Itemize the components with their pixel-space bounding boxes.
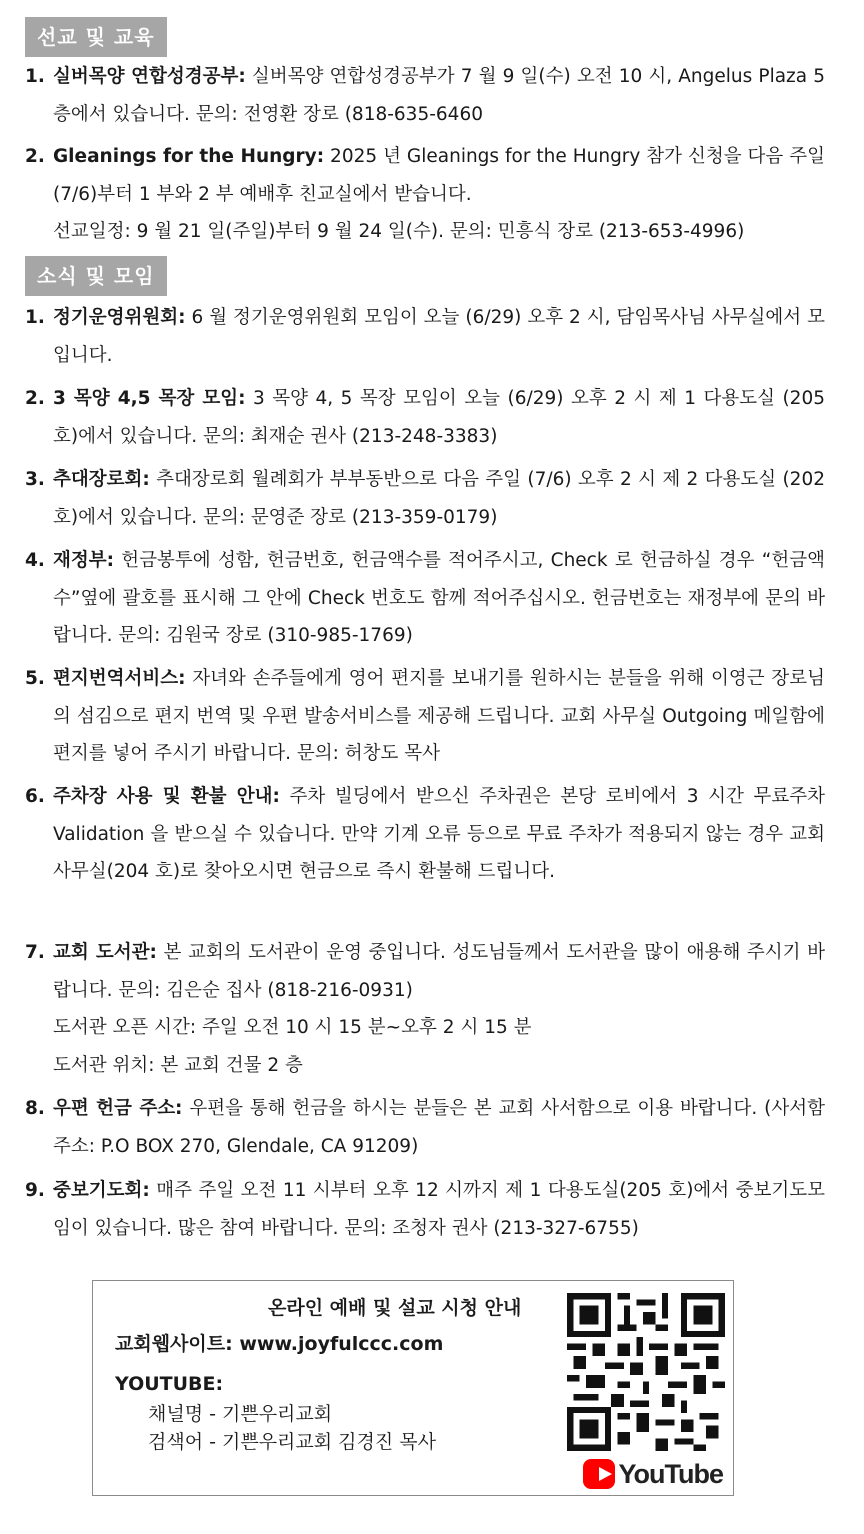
youtube-logo[interactable] (583, 1457, 723, 1491)
item-title: 재정부: (53, 550, 115, 571)
youtube-play-icon (583, 1459, 615, 1489)
list-item (25, 461, 825, 536)
website-link[interactable]: 교회웹사이트: www.joyfulccc.com (115, 1333, 444, 1355)
qr-code-icon[interactable] (567, 1293, 725, 1451)
item-text: 주차 빌딩에서 받으신 주차권은 본당 로비에서 3 시간 무료주차 Validation 을 받으실 수 있습니다. 만약 기계 오류 등으로 무료 주차가 적용되지 않는 경우 교회 사무실(204 호)로 찾아오시면 현금으로 즉시 환불해 드립니다. (53, 786, 825, 882)
list-item (25, 778, 825, 891)
item-number: 7. (25, 942, 45, 963)
section-header-news: 소식 및 모임 (25, 256, 167, 296)
item-text: 본 교회의 도서관이 운영 중입니다. 성도님들께서 도서관을 많이 애용해 주시기 바랍니다. 문의: 김은순 집사 (818-216-0931) (53, 942, 825, 1001)
list-item (25, 1172, 825, 1247)
list-item (25, 380, 825, 455)
item-title: 추대장로회: (53, 469, 150, 490)
item-title: Gleanings for the Hungry: (53, 146, 325, 167)
item-sub-line: 선교일정: 9 월 21 일(주일)부터 9 월 24 일(수). 문의: 민흥식 장로 (213-653-4996) (53, 221, 745, 242)
item-sub-line: 도서관 오픈 시간: 주일 오전 10 시 15 분~오후 2 시 15 분 (53, 1017, 532, 1038)
list-item (25, 934, 825, 1084)
item-text: 자녀와 손주들에게 영어 편지를 보내기를 원하시는 분들을 위해 이영근 장로님의 섬김으로 편지 번역 및 우편 발송서비스를 제공해 드립니다. 교회 사무실 Outgoing 메일함에 편지를 넣어 주시기 바랍니다. 문의: 허창도 목사 (53, 668, 825, 764)
youtube-channel: 채널명 - 기쁜우리교회 (148, 1403, 333, 1425)
item-title: 실버목양 연합성경공부: (53, 66, 246, 87)
item-title: 주차장 사용 및 환불 안내: (53, 786, 280, 807)
youtube-label: YOUTUBE: (115, 1373, 224, 1395)
list-item (25, 542, 825, 655)
item-title: 정기운영위원회: (53, 307, 186, 328)
list-item (25, 660, 825, 773)
item-number: 3. (25, 469, 45, 490)
item-sub-line: 도서관 위치: 본 교회 건물 2 층 (53, 1054, 303, 1076)
item-text: 실버목양 연합성경공부가 7 월 9 일(수) 오전 10 시, Angelus Plaza 5 층에서 있습니다. 문의: 전영환 장로 (818-635-6460 (53, 66, 825, 125)
section-header-mission: 선교 및 교육 (25, 17, 167, 57)
list-item (25, 299, 825, 374)
item-title: 교회 도서관: (53, 942, 157, 963)
item-title: 우편 헌금 주소: (53, 1098, 183, 1119)
item-number: 4. (25, 550, 45, 571)
youtube-search-term: 검색어 - 기쁜우리교회 김경진 목사 (148, 1431, 436, 1453)
list-item (25, 58, 825, 133)
item-number: 1. (25, 307, 45, 328)
item-text: 매주 주일 오전 11 시부터 오후 12 시까지 제 1 다용도실(205 호)에서 중보기도모임이 있습니다. 많은 참여 바랍니다. 문의: 조청자 권사 (213-327-6755) (53, 1180, 825, 1239)
item-number: 8. (25, 1098, 45, 1119)
item-text: 우편을 통해 헌금을 하시는 분들은 본 교회 사서함으로 이용 바랍니다. (사서함 주소: P.O BOX 270, Glendale, CA 91209) (53, 1098, 825, 1157)
item-text: 추대장로회 월례회가 부부동반으로 다음 주일 (7/6) 오후 2 시 제 2 다용도실 (202 호)에서 있습니다. 문의: 문영준 장로 (213-359-0179) (53, 469, 825, 528)
item-text: 3 목양 4, 5 목장 모임이 오늘 (6/29) 오후 2 시 제 1 다용도실 (205 호)에서 있습니다. 문의: 최재순 권사 (213-248-3383) (53, 388, 825, 447)
online-box-title: 온라인 예배 및 설교 시청 안내 (268, 1297, 522, 1319)
item-number: 6. (25, 786, 45, 807)
item-title: 편지번역서비스: (53, 668, 186, 689)
item-number: 5. (25, 668, 45, 689)
item-number: 9. (25, 1180, 45, 1201)
item-title: 3 목양 4,5 목장 모임: (53, 388, 246, 409)
online-worship-box (92, 1280, 734, 1496)
item-text: 6 월 정기운영위원회 모임이 오늘 (6/29) 오후 2 시, 담임목사님 사무실에서 모입니다. (53, 307, 825, 366)
item-number: 2. (25, 146, 45, 167)
item-title: 중보기도회: (53, 1180, 150, 1201)
item-number: 1. (25, 66, 45, 87)
item-text: 헌금봉투에 성함, 헌금번호, 헌금액수를 적어주시고, Check 로 헌금하실 경우 “헌금액수”옆에 괄호를 표시해 그 안에 Check 번호도 함께 적어주십시오. 헌금번호는 재정부에 문의 바랍니다. 문의: 김원국 장로 (310-985-1769) (53, 550, 825, 646)
youtube-logo-text: YouTube (618, 1458, 723, 1489)
item-number: 2. (25, 388, 45, 409)
list-item (25, 1090, 825, 1165)
list-item (25, 138, 825, 251)
item-text: 2025 년 Gleanings for the Hungry 참가 신청을 다음 주일 (7/6)부터 1 부와 2 부 예배후 친교실에서 받습니다. (53, 146, 825, 205)
